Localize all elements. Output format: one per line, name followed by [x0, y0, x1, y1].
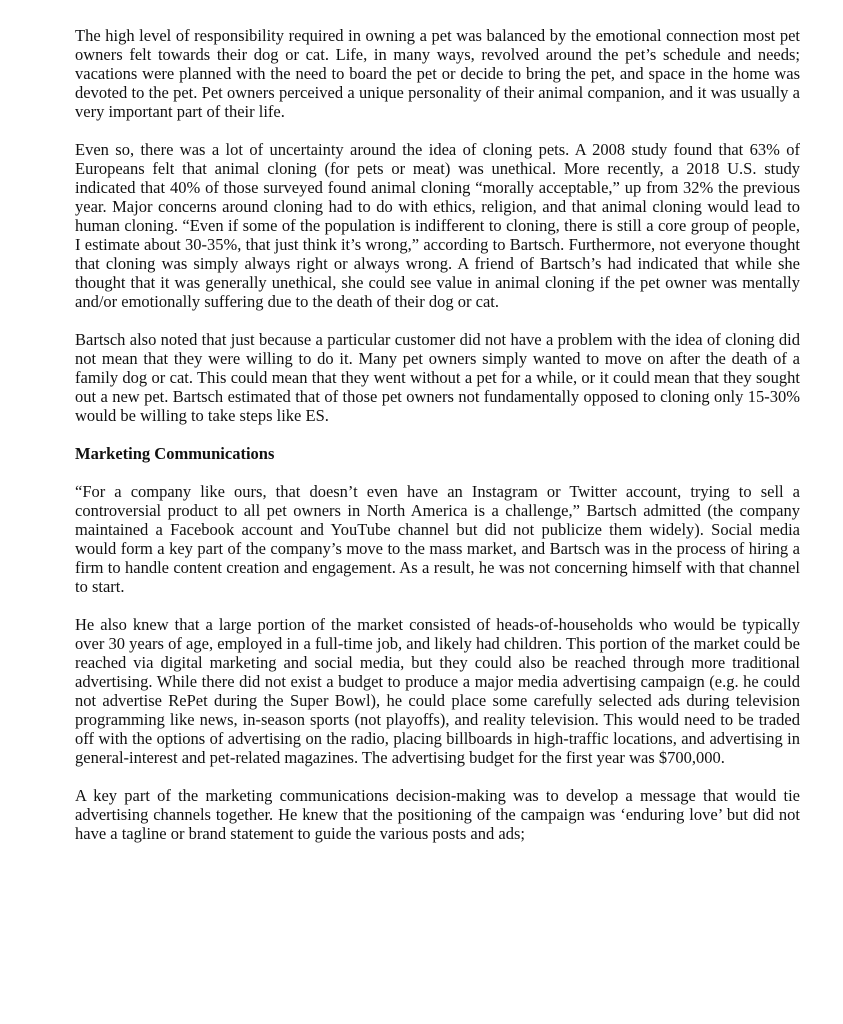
- section-heading-marketing-communications: Marketing Communications: [75, 444, 275, 463]
- paragraph-pet-responsibility: The high level of responsibility required in owning a pet was balanced by the emotional connection most pet owners felt towards their dog or cat. Life, in many ways, revolved around the pet’s schedule and needs; vacations were planned with the need to board the pet or decide to bring the pet, and space in the home was devoted to the pet. Pet owners perceived a unique personality of their animal companion, and it was usually a very important part of their life.: [75, 26, 800, 121]
- paragraph-campaign-message: A key part of the marketing communications decision-making was to develop a message that would tie advertising channels together. He knew that the positioning of the campaign was ‘enduring love’ but did not have a tagline or brand statement to guide the various posts and ads;: [75, 786, 800, 843]
- paragraph-cloning-uncertainty: Even so, there was a lot of uncertainty around the idea of cloning pets. A 2008 study found that 63% of Europeans felt that animal cloning (for pets or meat) was unethical. More recently, a 2018 U.S. study indicated that 40% of those surveyed found animal cloning “morally acceptable,” up from 32% the previous year. Major concerns around cloning had to do with ethics, religion, and that animal cloning would lead to human cloning. “Even if some of the population is indifferent to cloning, there is still a core group of people, I estimate about 30-35%, that just think it’s wrong,” according to Bartsch. Furthermore, not everyone thought that cloning was simply always right or always wrong. A friend of Bartsch’s had indicated that while she thought that it was generally unethical, she could see value in animal cloning if the pet owner was mentally and/or emotionally suffering due to the death of their dog or cat.: [75, 140, 800, 311]
- paragraph-social-media: “For a company like ours, that doesn’t even have an Instagram or Twitter account, trying to sell a controversial product to all pet owners in North America is a challenge,” Bartsch admitted (the company maintained a Facebook account and YouTube channel but did not publicize them widely). Social media would form a key part of the company’s move to the mass market, and Bartsch was in the process of hiring a firm to handle content creation and engagement. As a result, he was not concerning himself with that channel to start.: [75, 482, 800, 596]
- paragraph-traditional-advertising: He also knew that a large portion of the market consisted of heads-of-households who would be typically over 30 years of age, employed in a full-time job, and likely had children. This portion of the market could be reached via digital marketing and social media, but they could also be reached through more traditional advertising. While there did not exist a budget to produce a major media advertising campaign (e.g. he could not advertise RePet during the Super Bowl), he could place some carefully selected ads during television programming like news, in-season sports (not playoffs), and reality television. This would need to be traded off with the options of advertising on the radio, placing billboards in high-traffic locations, and advertising in general-interest and pet-related magazines. The advertising budget for the first year was $700,000.: [75, 615, 800, 767]
- paragraph-willingness-to-clone: Bartsch also noted that just because a particular customer did not have a problem with the idea of cloning did not mean that they were willing to do it. Many pet owners simply wanted to move on after the death of a family dog or cat. This could mean that they went without a pet for a while, or it could mean that they sought out a new pet. Bartsch estimated that of those pet owners not fundamentally opposed to cloning only 15-30% would be willing to take steps like ES.: [75, 330, 800, 425]
- document-page: [75, 26, 800, 862]
